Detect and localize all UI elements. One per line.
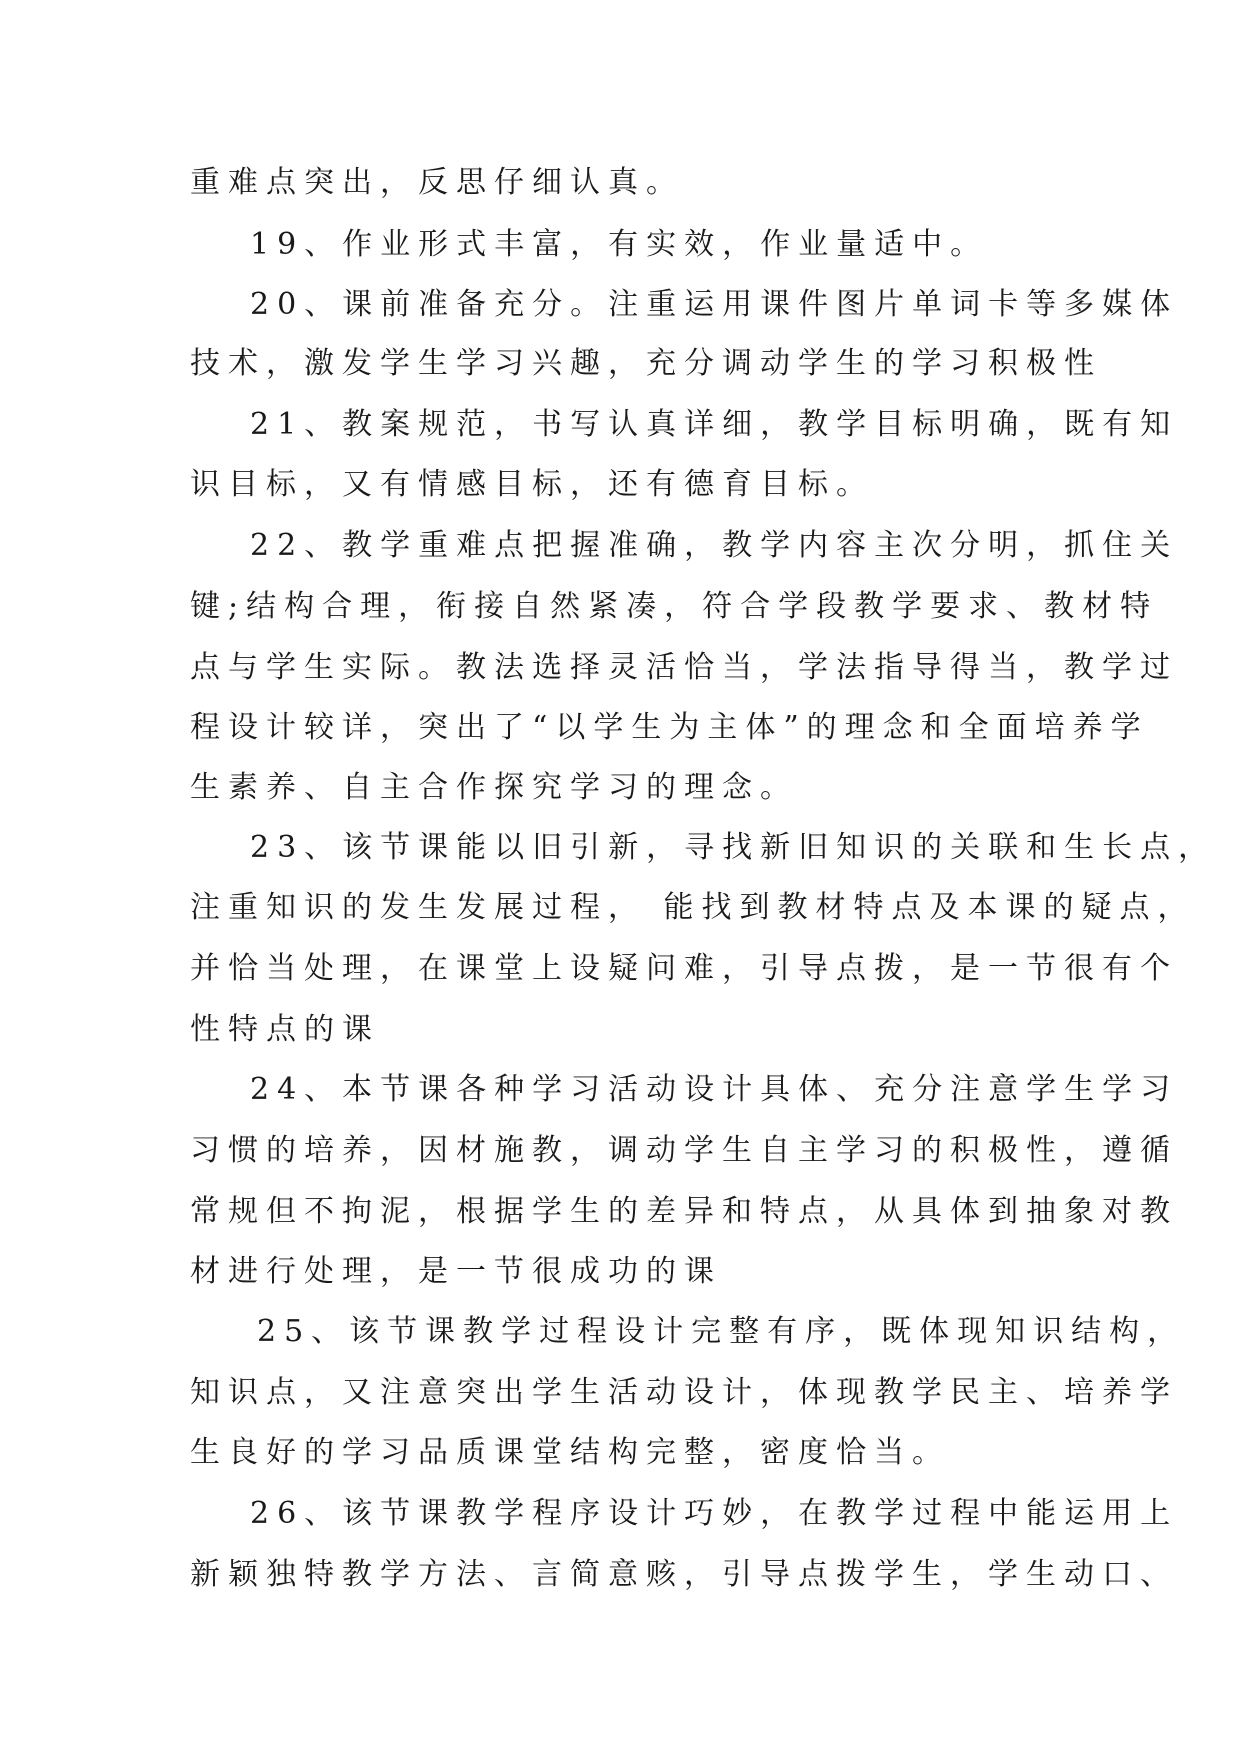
text-line: 24、本节课各种学习活动设计具体、充分注意学生学习 xyxy=(250,1072,1179,1107)
text-line: 并恰当处理，在课堂上设疑问难，引导点拨，是一节很有个 xyxy=(190,951,1178,986)
text-line: 程设计较详，突出了“以学生为主体”的理念和全面培养学 xyxy=(190,710,1149,745)
text-line: 重难点突出，反思仔细认真。 xyxy=(190,165,684,200)
text-line: 常规但不拘泥，根据学生的差异和特点，从具体到抽象对教 xyxy=(190,1194,1178,1229)
text-line: 25、该节课教学过程设计完整有序，既体现知识结构， xyxy=(257,1314,1186,1349)
text-line: 新颖独特教学方法、言简意赅，引导点拨学生，学生动口、 xyxy=(190,1557,1178,1592)
text-line: 键;结构合理，衔接自然紧凑，符合学段教学要求、教材特 xyxy=(190,589,1159,624)
text-line: 习惯的培养，因材施教，调动学生自主学习的积极性，遵循 xyxy=(190,1133,1178,1168)
text-line: 识目标，又有情感目标，还有德育目标。 xyxy=(190,467,874,502)
text-line: 23、该节课能以旧引新，寻找新旧知识的关联和生长点， xyxy=(250,830,1217,865)
text-line: 注重知识的发生发展过程， 能找到教材特点及本课的疑点， xyxy=(190,890,1196,925)
text-line: 生良好的学习品质课堂结构完整，密度恰当。 xyxy=(190,1435,950,1470)
text-line: 22、教学重难点把握准确，教学内容主次分明，抓住关 xyxy=(250,528,1179,563)
text-line: 19、作业形式丰富，有实效，作业量适中。 xyxy=(250,227,989,262)
text-line: 生素养、自主合作探究学习的理念。 xyxy=(190,770,798,805)
text-line: 点与学生实际。教法选择灵活恰当，学法指导得当，教学过 xyxy=(190,650,1178,685)
text-line: 20、课前准备充分。注重运用课件图片单词卡等多媒体 xyxy=(250,287,1179,322)
text-line: 性特点的课 xyxy=(190,1012,380,1047)
text-line: 26、该节课教学程序设计巧妙，在教学过程中能运用上 xyxy=(250,1496,1179,1531)
text-line: 技术，激发学生学习兴趣，充分调动学生的学习积极性 xyxy=(190,346,1102,381)
text-line: 21、教案规范，书写认真详细，教学目标明确，既有知 xyxy=(250,407,1179,442)
text-line: 知识点，又注意突出学生活动设计，体现教学民主、培养学 xyxy=(190,1375,1178,1410)
text-line: 材进行处理，是一节很成功的课 xyxy=(190,1254,722,1289)
